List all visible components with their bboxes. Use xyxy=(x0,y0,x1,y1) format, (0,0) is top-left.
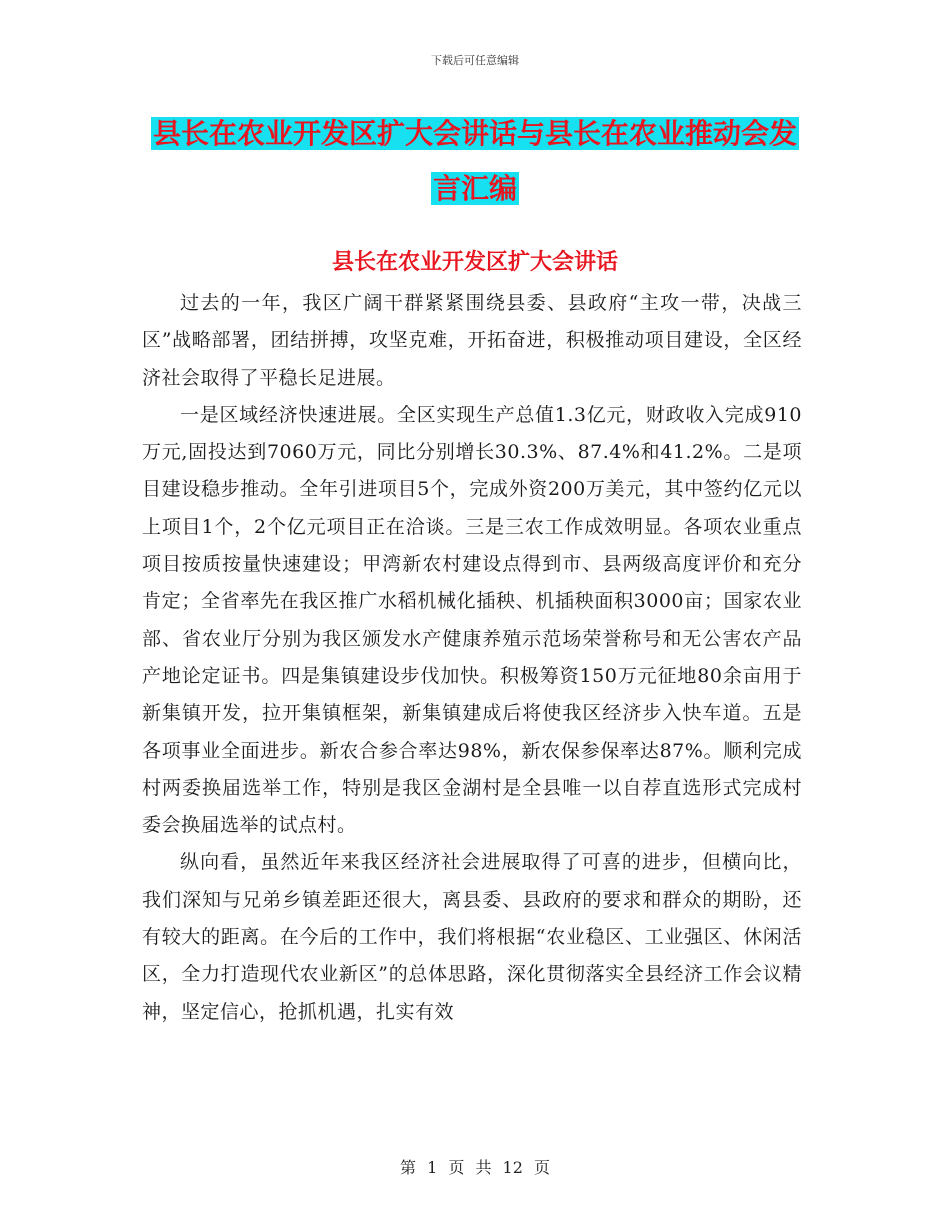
title-line-2: 言汇编 xyxy=(432,172,517,205)
section-title: 县长在农业开发区扩大会讲话 xyxy=(331,250,618,275)
page-footer: 第 1 页 共 12 页 xyxy=(400,1158,550,1177)
document-title xyxy=(140,106,810,216)
body-text xyxy=(142,285,802,1031)
header-note: 下载后可任意编辑 xyxy=(431,54,519,67)
paragraph-1: 过去的一年，我区广阔干群紧紧围绕县委、县政府“主攻一带，决战三区”战略部署，团结拼搏，攻坚克难，开拓奋进，积极推动项目建设，全区经济社会取得了平稳长足进展。 xyxy=(142,292,802,389)
paragraph-2: 一是区域经济快速进展。全区实现生产总值1.3亿元，财政收入完成910万元,固投达到7060万元，同比分别增长30.3%、87.4%和41.2%。二是项目建设稳步推动。全年引进项目5个，完成外资200万美元，其中签约亿元以上项目1个，2个亿元项目正在洽谈。三是三农工作成效明显。各项农业重点项目按质按量快速建设；甲湾新农村建设点得到市、县两级高度评价和充分肯定；全省率先在我区推广水稻机械化插秧、机插秧面积3000亩；国家农业部、省农业厅分别为我区颁发水产健康养殖示范场荣誉称号和无公害农产品产地论定证书。四是集镇建设步伐加快。积极筹资150万元征地80余亩用于新集镇开发，拉开集镇框架，新集镇建成后将使我区经济步入快车道。五是各项事业全面进步。新农合参合率达98%，新农保参保率达87%。顺利完成村两委换届选举工作，特别是我区金湖村是全县唯一以自荐直选形式完成村委会换届选举的试点村。 xyxy=(142,403,802,837)
title-line-1: 县长在农业开发区扩大会讲话与县长在农业推动会发 xyxy=(152,117,797,150)
paragraph-3: 纵向看，虽然近年来我区经济社会进展取得了可喜的进步，但横向比，我们深知与兄弟乡镇差距还很大，离县委、县政府的要求和群众的期盼，还有较大的距离。在今后的工作中，我们将根据“农业稳区、工业强区、休闲活区，全力打造现代农业新区”的总体思路，深化贯彻落实全县经济工作会议精神，坚定信心，抢抓机遇，扎实有效 xyxy=(142,851,802,1023)
